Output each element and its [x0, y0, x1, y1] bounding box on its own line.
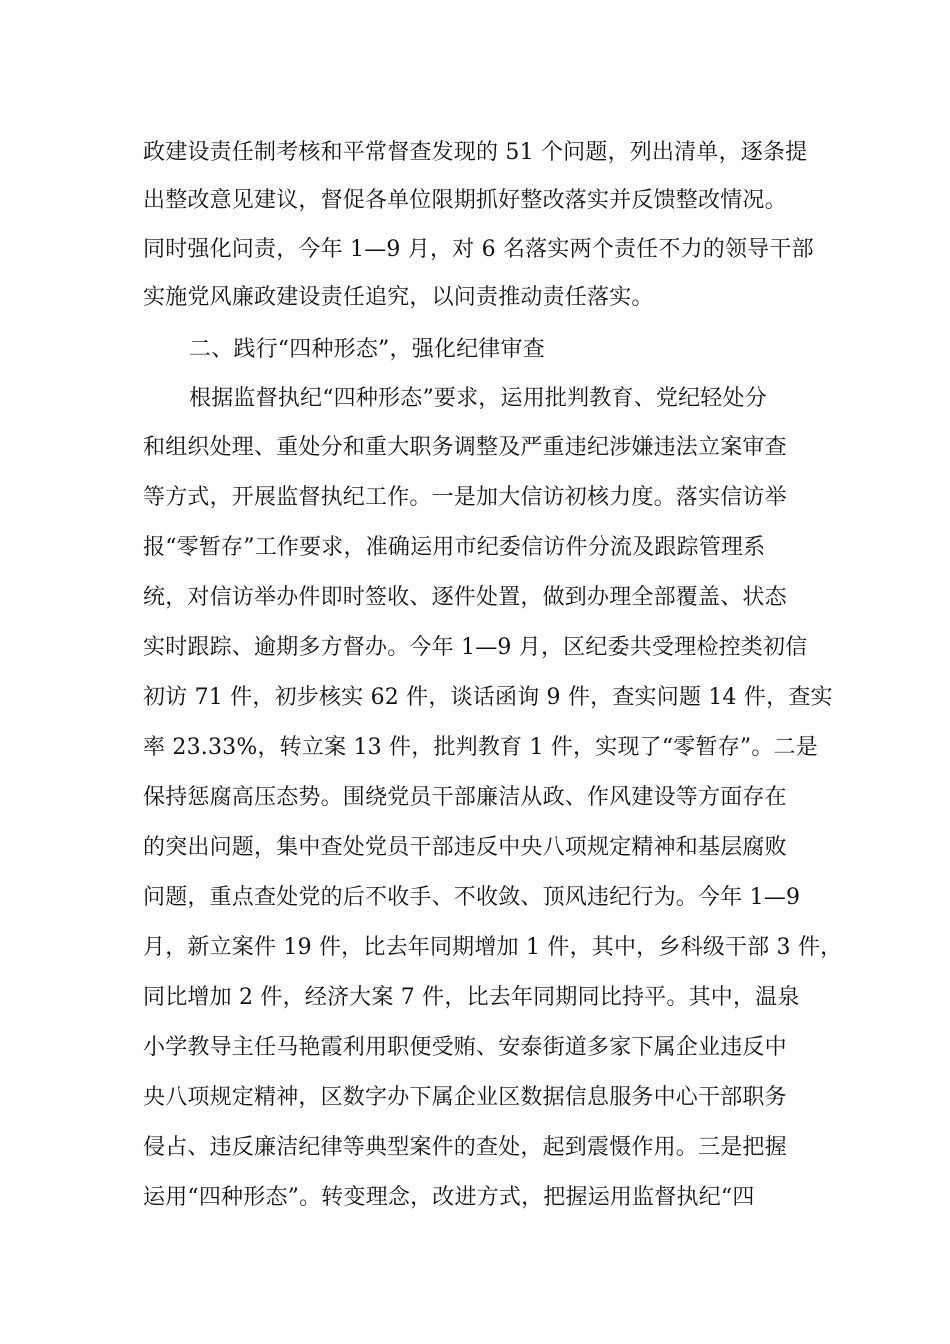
- body-text-line: 根据监督执纪“四种形态”要求，运用批判教育、党纪轻处分: [189, 386, 767, 411]
- body-text-line: 运用“四种形态”。转变理念，改进方式，把握运用监督执纪“四: [143, 1185, 755, 1210]
- body-text-line: 保持惩腐高压态势。围绕党员干部廉洁从政、作风建设等方面存在: [143, 785, 787, 810]
- body-text-line: 的突出问题，集中查处党员干部违反中央八项规定精神和基层腐败: [143, 835, 787, 860]
- body-text-line: 统，对信访举办件即时签收、逐件处置，做到办理全部覆盖、状态: [143, 585, 787, 610]
- section-heading: 二、践行“四种形态”，强化纪律审查: [189, 337, 545, 362]
- body-text-line: 侵占、违反廉洁纪律等典型案件的查处，起到震慑作用。三是把握: [143, 1135, 787, 1160]
- body-text-line: 月，新立案件 19 件，比去年同期增加 1 件，其中，乡科级干部 3 件，: [143, 935, 843, 960]
- body-text-line: 问题，重点查处党的后不收手、不收敛、顶风违纪行为。今年 1—9: [143, 885, 801, 910]
- body-text-line: 小学教导主任马艳霞利用职便受贿、安泰街道多家下属企业违反中: [143, 1035, 787, 1060]
- body-text-line: 初访 71 件，初步核实 62 件，谈话函询 9 件，查实问题 14 件，查实: [143, 685, 833, 710]
- body-text-line: 实时跟踪、逾期多方督办。今年 1—9 月，区纪委共受理检控类初信: [143, 635, 808, 660]
- body-text-line: 政建设责任制考核和平常督查发现的 51 个问题，列出清单，逐条提: [143, 140, 808, 165]
- body-text-line: 报“零暂存”工作要求，准确运用市纪委信访件分流及跟踪管理系: [143, 535, 766, 560]
- body-text-line: 和组织处理、重处分和重大职务调整及严重违纪涉嫌违法立案审查: [143, 435, 787, 460]
- body-text-line: 出整改意见建议，督促各单位限期抓好整改落实并反馈整改情况。: [143, 188, 787, 213]
- body-text-line: 央八项规定精神，区数字办下属企业区数据信息服务中心干部职务: [143, 1085, 787, 1110]
- body-text-line: 实施党风廉政建设责任追究，以问责推动责任落实。: [143, 285, 654, 310]
- body-text-line: 等方式，开展监督执纪工作。一是加大信访初核力度。落实信访举: [143, 485, 787, 510]
- body-text-line: 率 23.33%，转立案 13 件，批判教育 1 件，实现了“零暂存”。二是: [143, 735, 818, 760]
- body-text-line: 同比增加 2 件，经济大案 7 件，比去年同期同比持平。其中，温泉: [143, 985, 800, 1010]
- body-text-line: 同时强化问责，今年 1—9 月，对 6 名落实两个责任不力的领导干部: [143, 237, 814, 262]
